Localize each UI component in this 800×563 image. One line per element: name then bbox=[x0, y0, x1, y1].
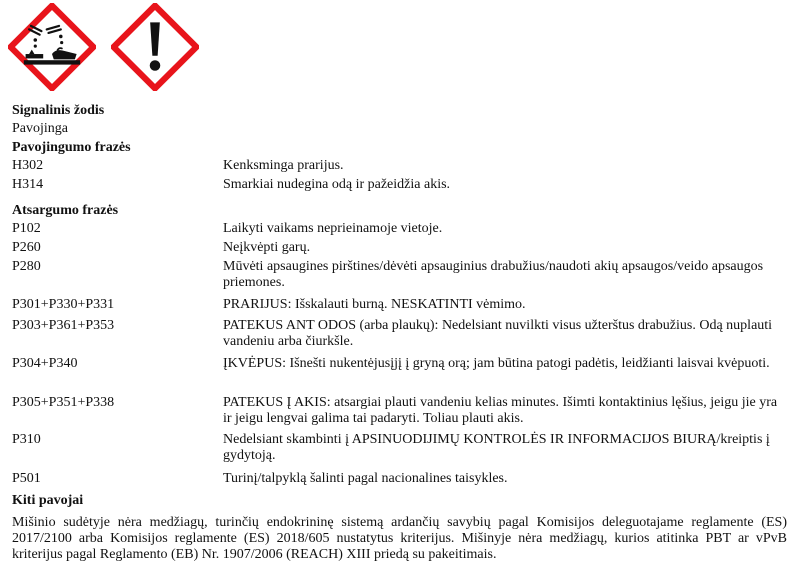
precaution-code: P280 bbox=[12, 259, 41, 274]
precaution-code: P501 bbox=[12, 471, 41, 486]
precaution-text: ĮKVĖPUS: Išnešti nukentėjusįjį į gryną orą; jam būtina patogi padėtis, leidžianti laisvai kvėpuoti. bbox=[223, 356, 770, 371]
hazard-statements-heading: Pavojingumo frazės bbox=[12, 140, 131, 155]
precaution-code: P310 bbox=[12, 432, 41, 447]
precaution-code: P102 bbox=[12, 221, 41, 236]
precaution-code: P305+P351+P338 bbox=[12, 395, 115, 410]
hazard-text: Smarkiai nudegina odą ir pažeidžia akis. bbox=[223, 177, 451, 192]
precaution-text: PATEKUS Į AKIS: atsargiai plauti vandeniu kelias minutes. Išimti kontaktinius lęšius, jeigu jie yra ir jeigu lengvai galima tai padaryti. Toliau plauti akis. bbox=[223, 395, 778, 426]
precaution-text: PRARIJUS: Išskalauti burną. NESKATINTI vėmimo. bbox=[223, 297, 526, 312]
precaution-code: P304+P340 bbox=[12, 356, 78, 371]
precaution-code: P303+P361+P353 bbox=[12, 318, 115, 333]
exclamation-pictogram-icon bbox=[111, 3, 199, 91]
precaution-code: P260 bbox=[12, 240, 41, 255]
corrosion-pictogram-icon bbox=[8, 3, 96, 91]
precaution-text: Nedelsiant skambinti į APSINUODIJIMŲ KONTROLĖS IR INFORMACIJOS BIURĄ/kreiptis į gydytoją. bbox=[223, 432, 770, 463]
precaution-text: Mūvėti apsaugines pirštines/dėvėti apsauginius drabužius/naudoti akių apsaugos/veido apsaugos priemones. bbox=[223, 259, 764, 290]
precaution-text: PATEKUS ANT ODOS (arba plaukų): Nedelsiant nuvilkti visus užterštus drabužius. Odą nuplauti vandeniu arba čiurkšle. bbox=[223, 318, 773, 349]
precautionary-statements-heading: Atsargumo frazės bbox=[12, 203, 119, 218]
hazard-code: H314 bbox=[12, 177, 44, 192]
signal-word-value: Pavojinga bbox=[12, 121, 68, 136]
other-hazards-text: Mišinio sudėtyje nėra medžiagų, turinčių endokrininę sistemą ardančių savybių pagal Komisijos deleguotajame reglamente (ES) 2017/2100 arba Komisijos reglamente (ES) 2018/605 nustatytus kriterijus. Mišinyje nėra medžiagų, kurios atitinka PBT ar vPvB kriterijus pagal Reglamento (EB) Nr. 1907/2006 (REACH) XIII priedą su pakeitimais. bbox=[12, 515, 787, 562]
other-hazards-heading: Kiti pavojai bbox=[12, 493, 84, 508]
precaution-text: Neįkvėpti garų. bbox=[223, 240, 311, 255]
precaution-text: Laikyti vaikams neprieinamoje vietoje. bbox=[223, 221, 443, 236]
hazard-text: Kenksminga prarijus. bbox=[223, 158, 344, 173]
hazard-code: H302 bbox=[12, 158, 44, 173]
precaution-text: Turinį/talpyklą šalinti pagal nacionalines taisykles. bbox=[223, 471, 508, 486]
signal-word-heading: Signalinis žodis bbox=[12, 103, 105, 118]
precaution-code: P301+P330+P331 bbox=[12, 297, 115, 312]
